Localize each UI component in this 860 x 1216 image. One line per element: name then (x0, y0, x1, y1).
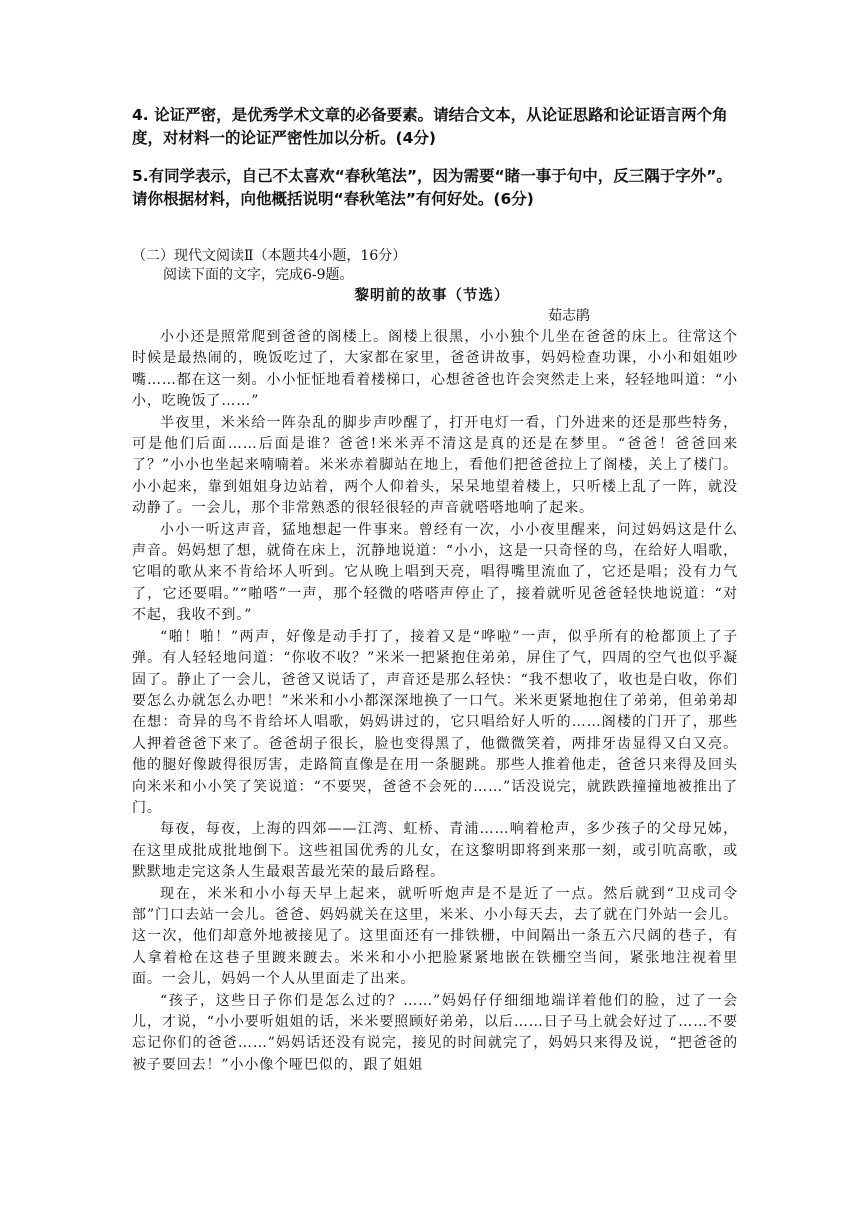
paragraph: “啪！啪！”两声，好像是动手打了，接着又是“哗啦”一声，似乎所有的枪都顶上了子弹。有人轻轻地问道：“你收不收？”米米一把紧抱住弟弟，屏住了气，四周的空气也似乎凝固了。静止了一会儿，爸爸又说话了，声音还是那么轻快：“我不想收了，收也是白收，你们要怎么办就怎么办吧！”米米和小小都深深地换了一口气。米米更紧地抱住了弟弟，但弟弟却在想：奇异的鸟不肯给坏人唱歌，妈妈讲过的，它只唱给好人听的……阁楼的门开了，那些人押着爸爸下来了。爸爸胡子很长，脸也变得黑了，他微微笑着，两排牙齿显得又白又亮。他的腿好像跛得很厉害，走路简直像是在用一条腿跳。那些人推着他走，爸爸只来得及回头向米米和小小笑了笑说道：“不要哭，爸爸不会死的……”话没说完，就跌跌撞撞地被推出了门。 (132, 628, 738, 816)
article-title: 黎明前的故事（节选） (354, 288, 510, 304)
section-instruction: 阅读下面的文字，完成6-9题。 (163, 267, 354, 283)
question-5: 5.有同学表示，自己不太喜欢“春秋笔法”，因为需要“睹一事于句中，反三隅于字外”。请你根据材料，向他概括说明“春秋笔法”有何好处。(6分) (132, 167, 732, 208)
paragraph: 半夜里，米米给一阵杂乱的脚步声吵醒了，打开电灯一看，门外进来的还是那些特务，可是他们后面……后面是谁？爸爸!米米弄不清这是真的还是在梦里。“爸爸！爸爸回来了？”小小也坐起来喃喃着。米米赤着脚站在地上，看他们把爸爸拉上了阁楼，关上了楼门。小小起来，靠到姐姐身边站着，两个人仰着头，呆呆地望着楼上，只听楼上乱了一阵，就没动静了。一会儿，那个非常熟悉的很轻很轻的声音就嗒嗒地响了起来。 (132, 414, 738, 517)
paragraph: 现在，米米和小小每天早上起来，就听听炮声是不是近了一点。然后就到“卫戍司令部”门口去站一会儿。爸爸、妈妈就关在这里，米米、小小每天去，去了就在门外站一会儿。这一次，他们却意外地被接见了。这里面还有一排铁栅，中间隔出一条五六尺阔的巷子，有人拿着枪在这巷子里踱来踱去。米米和小小把脸紧紧地嵌在铁栅空当间，紧张地注视着里面。一会儿，妈妈一个人从里面走了出来。 (132, 885, 738, 988)
question-4: 4. 论证严密，是优秀学术文章的必备要素。请结合文本，从论证思路和论证语言两个角度，对材料一的论证严密性加以分析。(4分) (132, 106, 728, 147)
article-author: 茹志鹃 (548, 308, 590, 324)
paragraph: “孩子，这些日子你们是怎么过的？……”妈妈仔仔细细地端详着他们的脸，过了一会儿，才说，“小小要听姐姐的话，米米要照顾好弟弟，以后……日子马上就会好过了……不要忘记你们的爸爸……”妈妈话还没有说完，接见的时间就完了，妈妈只来得及说，“把爸爸的被子要回去！”小小像个哑巴似的，跟了姐姐 (132, 992, 738, 1073)
paragraph: 小小一听这声音，猛地想起一件事来。曾经有一次，小小夜里醒来，问过妈妈这是什么声音。妈妈想了想，就倚在床上，沉静地说道：“小小，这是一只奇怪的鸟，在给好人唱歌，它唱的歌从来不肯给坏人听到。它从晚上唱到天亮，唱得嘴里流血了，它还是唱；没有力气了，它还要唱。”“啪嗒”一声，那个轻微的嗒嗒声停止了，接着就听见爸爸轻快地说道：“对不起，我收不到。” (132, 521, 738, 624)
section-heading: （二）现代文阅读Ⅱ（本题共4小题，16分） (132, 248, 407, 264)
paragraph: 每夜，每夜，上海的四郊——江湾、虹桥、青浦……响着枪声，多少孩子的父母兄姊，在这里成批成批地倒下。这些祖国优秀的儿女，在这黎明即将到来那一刻，或引吭高歌，或默默地走完这条人生最艰苦最光荣的最后路程。 (132, 821, 738, 881)
article-body (132, 327, 738, 1076)
paragraph: 小小还是照常爬到爸爸的阁楼上。阁楼上很黑，小小独个儿坐在爸爸的床上。往常这个时候是最热闹的，晚饭吃过了，大家都在家里，爸爸讲故事，妈妈检查功课，小小和姐姐吵嘴……都在这一刻。小小怔怔地看着楼梯口，心想爸爸也许会突然走上来，轻轻地叫道：“小小，吃晚饭了……” (132, 329, 738, 410)
